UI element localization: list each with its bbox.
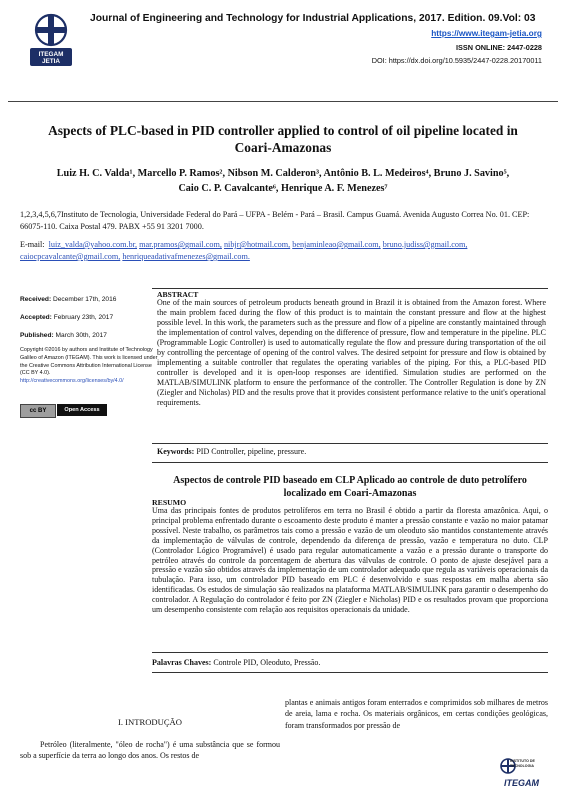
svg-text:JETIA: JETIA [41, 58, 61, 65]
doi[interactable]: DOI: https://dx.doi.org/10.5935/2447-0228.20170011 [371, 56, 542, 65]
resumo-bottom-rule [152, 672, 548, 673]
published-date: Published: March 30th, 2017 [20, 332, 107, 339]
resumo-divider [152, 652, 548, 653]
section-heading-introducao: I. INTRODUÇÃO [118, 717, 182, 727]
email-link[interactable]: henriqueadativafmenezes@gmail.com. [122, 252, 250, 261]
palavras-chaves [152, 658, 320, 667]
intro-left-column: Petróleo (literalmente, "óleo de rocha") é uma substância que se formou sob a superfície da terra ao longo dos anos. Os restos de [20, 740, 280, 761]
intro-right-column: plantas e animais antigos foram enterrados e comprimidos sob milhares de metros de areia, lama e rocha. Os materiais orgânicos, em certas condições geológicas, foram transformados por pressão de [285, 698, 548, 730]
abstract-divider [152, 443, 548, 444]
issn: ISSN ONLINE: 2447-0228 [456, 43, 542, 52]
email-label: E-mail: [20, 240, 45, 249]
email-list [20, 239, 550, 263]
footer-brand: ITEGAM [504, 778, 539, 788]
accepted-date: Accepted: February 23th, 2017 [20, 314, 114, 321]
keywords-label: Keywords: [157, 447, 195, 456]
keywords-value: PID Controller, pipeline, pressure. [196, 447, 307, 456]
email-link[interactable]: bruno.judiss@gmail.com, [382, 240, 468, 249]
keywords [157, 447, 306, 456]
authors [30, 166, 536, 196]
portuguese-title: Aspectos de controle PID baseado em CLP Aplicado ao controle de duto petrolífero localizado em Coari-Amazonas [173, 475, 527, 499]
received-date: Received: December 17th, 2016 [20, 296, 117, 303]
header-divider [8, 101, 558, 102]
footer-line-2: TECNOLOGIA [510, 764, 534, 768]
abstract-body: One of the main sources of petroleum products beneath ground in Brazil it is obtained from the Amazon forest. Where the main problem faced during the flow of this product is to maintain the constant pressure and flow at the highest possible level. In this work, the parameters such as the pressure and flow of a pipeline are constantly maintained through the implementation of control valves, depending on the difference of pressure, flow and temperature in the pipeline. PLC (Programmable Logic Controller) is used to automatically regulate the flow and pressure during transportation of the oil by controlling the percentage of opening of the control valves. The desired setpoint for pressure and flow is obtained by implementing a suitable controller that regulates the operating variables of the piping. For this, a PLC-based PID controller is developed and it is open-loop responses are identified. Simulation studies are performed on the MATLAB/SIMULINK platform to ensure the performance of the controller. The Controller Regulation is done by ZN (Ziegler and Nicholas) PID and the results prove that it provides consistent performance relative to the unit's operational requirements. [157, 298, 546, 407]
open-access-badge: Open Access [57, 404, 107, 416]
journal-name: Journal of Engineering and Technology for Industrial Applications, 2017. Edition. 09.Vol: 03 [90, 13, 536, 24]
email-link[interactable]: luiz_valda@yahoo.com.br, [48, 240, 138, 249]
email-link[interactable]: benjaminleao@gmail.com, [292, 240, 381, 249]
journal-url-link[interactable]: https://www.itegam-jetia.org [431, 28, 542, 38]
journal-logo [28, 12, 74, 68]
palavras-chaves-label: Palavras Chaves: [152, 658, 212, 667]
email-link[interactable]: caiocpcavalcante@gmail.com, [20, 252, 121, 261]
email-line-1 [20, 239, 550, 251]
svg-text:ITEGAM: ITEGAM [38, 51, 64, 58]
affiliation: 1,2,3,4,5,6,7Instituto de Tecnologia, Universidade Federal do Pará – UFPA - Belém - Pará – Brasil. Campus Guamá. Avenida Augusto Correa No. 01. CEP: 66075-110. Caixa Postal 479. PABX +55 91 3201 7000. [20, 210, 530, 231]
email-line-2 [20, 251, 550, 263]
email-link[interactable]: nibjr@hotmail.com, [223, 240, 291, 249]
resumo-body: Uma das principais fontes de produtos petrolíferos em terra no Brasil é obtido a partir da floresta amazônica. Aqui, o principal problema enfrentado durante o escoamento deste produto é manter a pressão constante e vazão no maior patamar possível. Neste trabalho, os parâmetros tais como a pressão e vazão de um oleoduto são mantidos constantemente através da implementação de válvulas de controle, dependendo da diferença de pressão, vazão e temperatura no duto. CLP (Controlador Lógico Programável) é usado para regular automaticamente a vazão e a pressão durante o transporte do petróleo através do controle da porcentagem de abertura das válvulas de controle. O ponto de ajuste desejável para a pressão e vazão são obtidos através da implementação de um controlador adequado que regula as variáveis operacionais da tubulação. Para isso, um controlador PID baseado em PLC é desenvolvido e suas respostas em malha aberta são identificadas. Os estudos de simulação são realizados na plataforma MATLAB/SIMULINK para garantir o desempenho do controlador. A Regulação do controlador é feito por ZN (Ziegler e Nicholas) PID e os resultados provam que proporciona um desempenho consistente com relação aos requisitos operacionais da unidade. [152, 506, 548, 615]
license-link[interactable]: http://creativecommons.org/licenses/by/4.0/ [20, 378, 124, 385]
authors-line-1: Luiz H. C. Valda¹, Marcello P. Ramos², Nibson M. Calderon³, Antônio B. L. Medeiros⁴, Bruno J. Savino⁵, [56, 168, 510, 179]
abstract-heading: ABSTRACT [157, 290, 199, 299]
palavras-chaves-value: Controle PID, Oleoduto, Pressão. [213, 658, 321, 667]
email-link[interactable]: mar.pramos@gmail.com, [139, 240, 222, 249]
paper-title: Aspects of PLC-based in PID controller applied to control of oil pipeline located in Coari-Amazonas [48, 123, 518, 155]
abstract-bottom-rule [152, 462, 548, 463]
copyright-notice: Copyright ©2016 by authors and Institute of Technology Galileo of Amazon (ITEGAM). This work is licensed under the Creative Commons Attribution International License (CC BY 4.0). http://creativecommons.org/licenses/by/4.0/ [20, 347, 158, 385]
resumo-heading: RESUMO [152, 498, 187, 507]
authors-line-2: Caio C. P. Cavalcante⁶, Henrique A. F. Menezes⁷ [178, 183, 388, 194]
cc-by-badge: cc BY [20, 404, 56, 418]
abstract-top-rule [152, 288, 548, 289]
footer-line-1: INSTITUTO DE [510, 759, 535, 763]
